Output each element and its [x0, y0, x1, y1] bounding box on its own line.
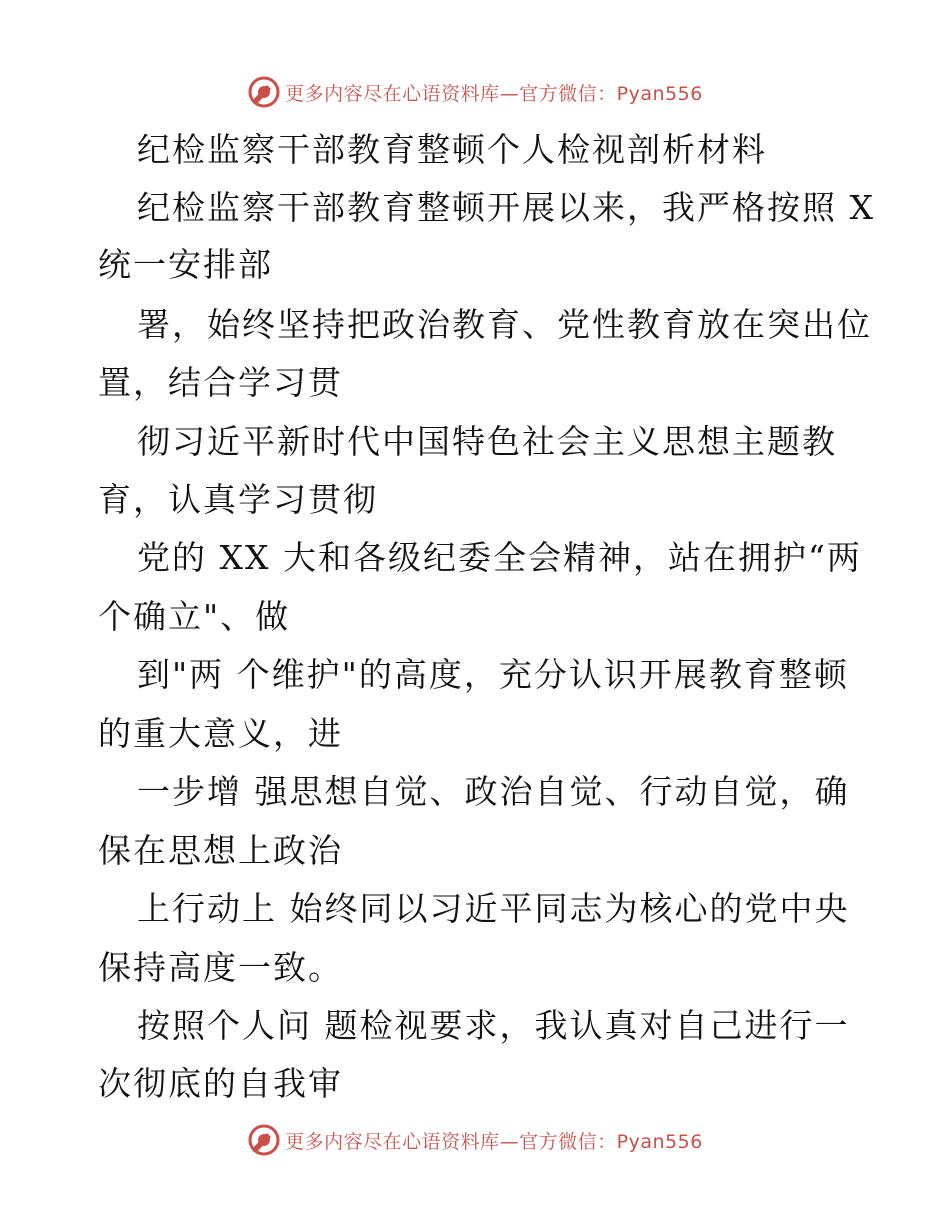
- paragraph-line: 彻习近平新时代中国特色社会主义思想主题教: [137, 422, 837, 461]
- paragraph-line: 次彻底的自我审: [98, 1064, 343, 1103]
- paragraph-line: 统一安排部: [98, 245, 273, 284]
- paragraph-line: 署，始终坚持把政治教育、党性教育放在突出位: [137, 305, 872, 344]
- red-seal-logo-icon: [247, 1123, 281, 1157]
- paragraph-line: 的重大意义，进: [98, 714, 343, 753]
- paragraph-line: 按照个人问 题检视要求，我认真对自己进行一: [137, 1006, 850, 1045]
- paragraph-line: 上行动上 始终同以习近平同志为核心的党中央: [137, 889, 850, 928]
- paragraph-line: 育，认真学习贯彻: [98, 480, 378, 519]
- paragraph-line: 党的 XX 大和各级纪委全会精神，站在拥护“两: [137, 538, 862, 577]
- paragraph-line: 纪检监察干部教育整顿开展以来，我严格按照 X: [137, 188, 875, 227]
- paragraph-line: 置，结合学习贯: [98, 363, 343, 402]
- document-title: 纪检监察干部教育整顿个人检视剖析材料: [137, 130, 767, 169]
- paragraph-line: 保持高度一致。: [98, 948, 343, 987]
- watermark-text: 更多内容尽在心语资料库—官方微信：Pyan556: [285, 1130, 703, 1153]
- watermark-text: 更多内容尽在心语资料库—官方微信：Pyan556: [285, 82, 703, 105]
- paragraph-line: 一步增 强思想自觉、政治自觉、行动自觉，确: [137, 772, 850, 811]
- footer-watermark: [0, 1120, 950, 1160]
- paragraph-line: 保在思想上政治: [98, 831, 343, 870]
- red-seal-logo-icon: [247, 75, 281, 109]
- header-watermark: [0, 72, 950, 112]
- paragraph-line: 到"两 个维护"的高度，充分认识开展教育整顿: [137, 655, 849, 694]
- paragraph-line: 个确立"、做: [98, 597, 291, 636]
